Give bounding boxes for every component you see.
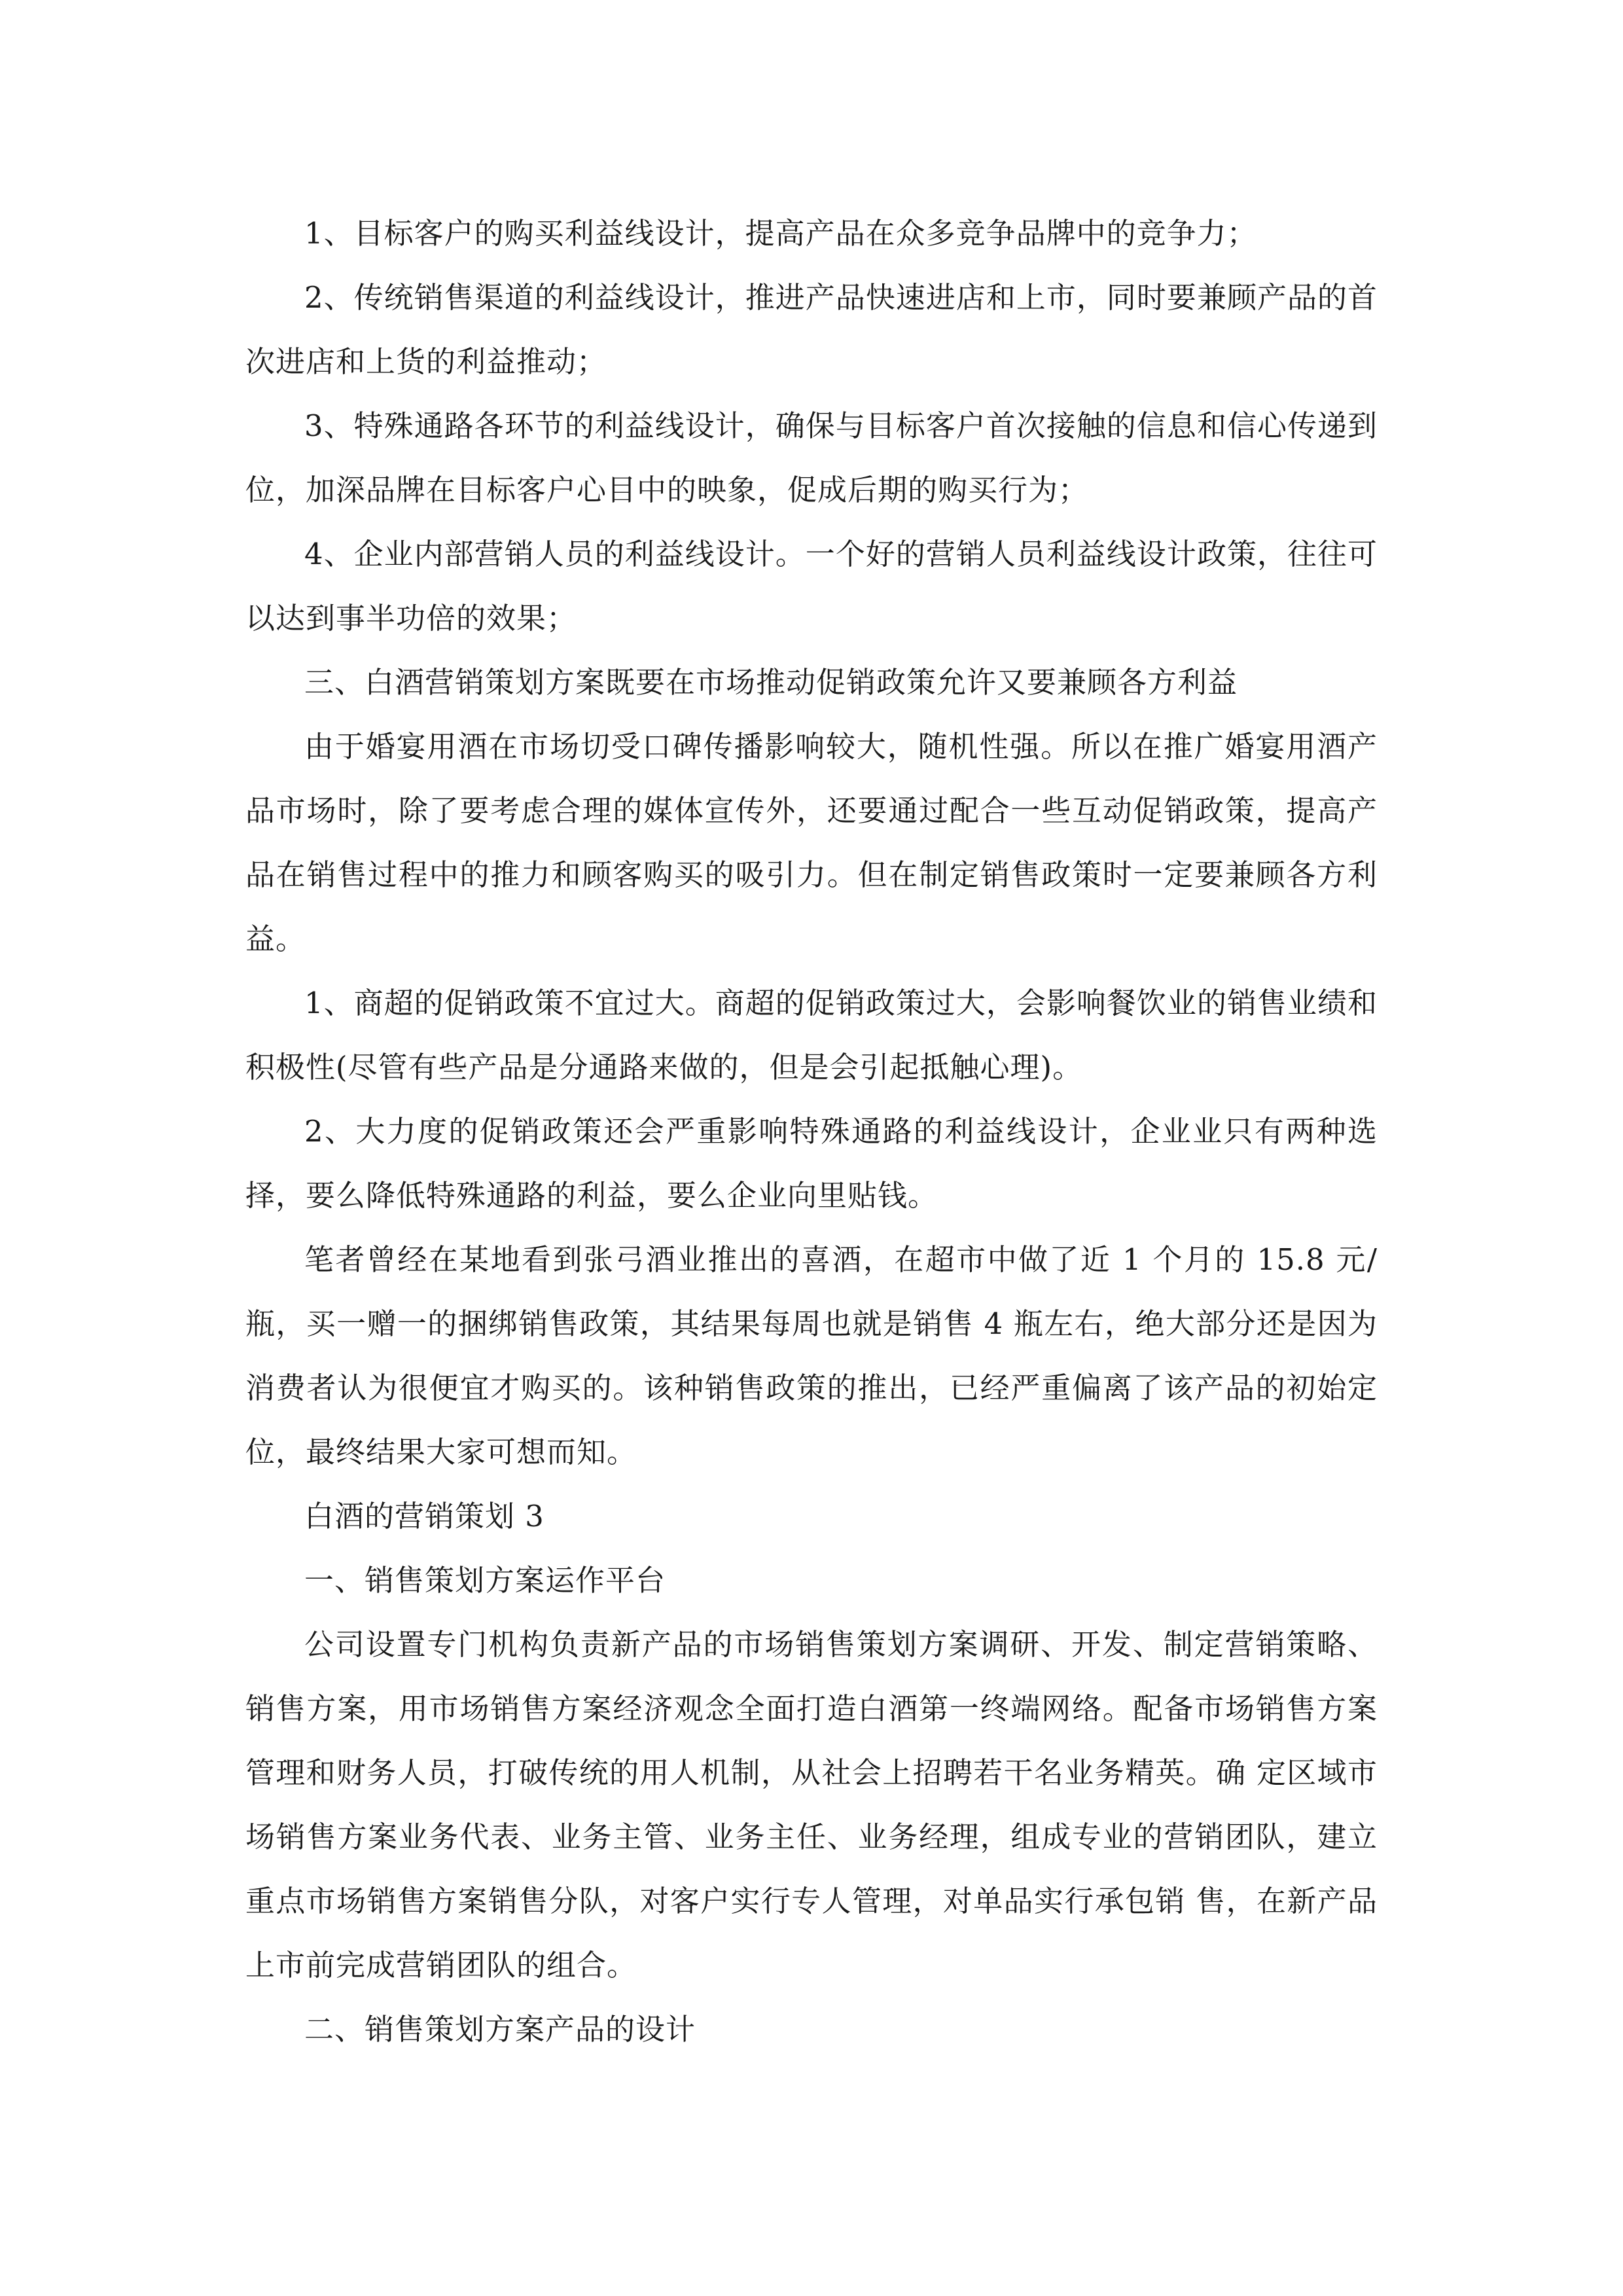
paragraph-author-example: 笔者曾经在某地看到张弓酒业推出的喜酒，在超市中做了近 1 个月的 15.8 元/瓶，买一赠一的捆绑销售政策，其结果每周也就是销售 4 瓶左右，绝大部分还是因为消费者认为很便宜才购买的。该种销售政策的推出，已经严重偏离了该产品的初始定位，最终结果大家可想而知。 bbox=[245, 1242, 1378, 1469]
section-title-marketing-plan-3: 白酒的营销策划 3 bbox=[304, 1499, 544, 1534]
paragraph-wedding-liquor: 由于婚宴用酒在市场切受口碑传播影响较大，随机性强。所以在推广婚宴用酒产品市场时，除了要考虑合理的媒体宣传外，还要通过配合一些互动促销政策，提高产品在销售过程中的推力和顾客购买的吸引力。但在制定销售政策时一定要兼顾各方利益。 bbox=[245, 729, 1378, 956]
paragraph-supermarket-promotion: 1、商超的促销政策不宜过大。商超的促销政策过大，会影响餐饮业的销售业绩和积极性(尽管有些产品是分通路来做的，但是会引起抵触心理)。 bbox=[245, 986, 1378, 1085]
section-heading-product-design: 二、销售策划方案产品的设计 bbox=[304, 2012, 696, 2047]
paragraph-company-organization: 公司设置专门机构负责新产品的市场销售策划方案调研、开发、制定营销策略、销售方案，用市场销售方案经济观念全面打造白酒第一终端网络。配备市场销售方案管理和财务人员，打破传统的用人机制，从社会上招聘若干名业务精英。确 定区域市场销售方案业务代表、业务主管、业务主任、业务经理，组成专业的营销团队，建立重点市场销售方案销售分队，对客户实行专人管理，对单品实行承包销 售，在新产品上市前完成营销团队的组合。 bbox=[245, 1627, 1378, 1982]
section-heading-promotion-policy: 三、白酒营销策划方案既要在市场推动促销政策允许又要兼顾各方利益 bbox=[304, 665, 1238, 700]
section-heading-operation-platform: 一、销售策划方案运作平台 bbox=[304, 1563, 666, 1598]
paragraph-heavy-promotion-impact: 2、大力度的促销政策还会严重影响特殊通路的利益线设计，企业业只有两种选择，要么降低特殊通路的利益，要么企业向里贴钱。 bbox=[245, 1114, 1378, 1213]
paragraph-internal-sales-benefit: 4、企业内部营销人员的利益线设计。一个好的营销人员利益线设计政策，往往可以达到事半功倍的效果； bbox=[245, 537, 1378, 636]
paragraph-traditional-channel-benefit: 2、传统销售渠道的利益线设计，推进产品快速进店和上市，同时要兼顾产品的首次进店和上货的利益推动； bbox=[245, 280, 1378, 379]
paragraph-special-channel-benefit: 3、特殊通路各环节的利益线设计，确保与目标客户首次接触的信息和信心传递到位，加深品牌在目标客户心目中的映象，促成后期的购买行为； bbox=[245, 408, 1378, 507]
document-body bbox=[245, 202, 1378, 2062]
paragraph-target-customer-benefit: 1、目标客户的购买利益线设计，提高产品在众多竞争品牌中的竞争力； bbox=[304, 216, 1257, 251]
